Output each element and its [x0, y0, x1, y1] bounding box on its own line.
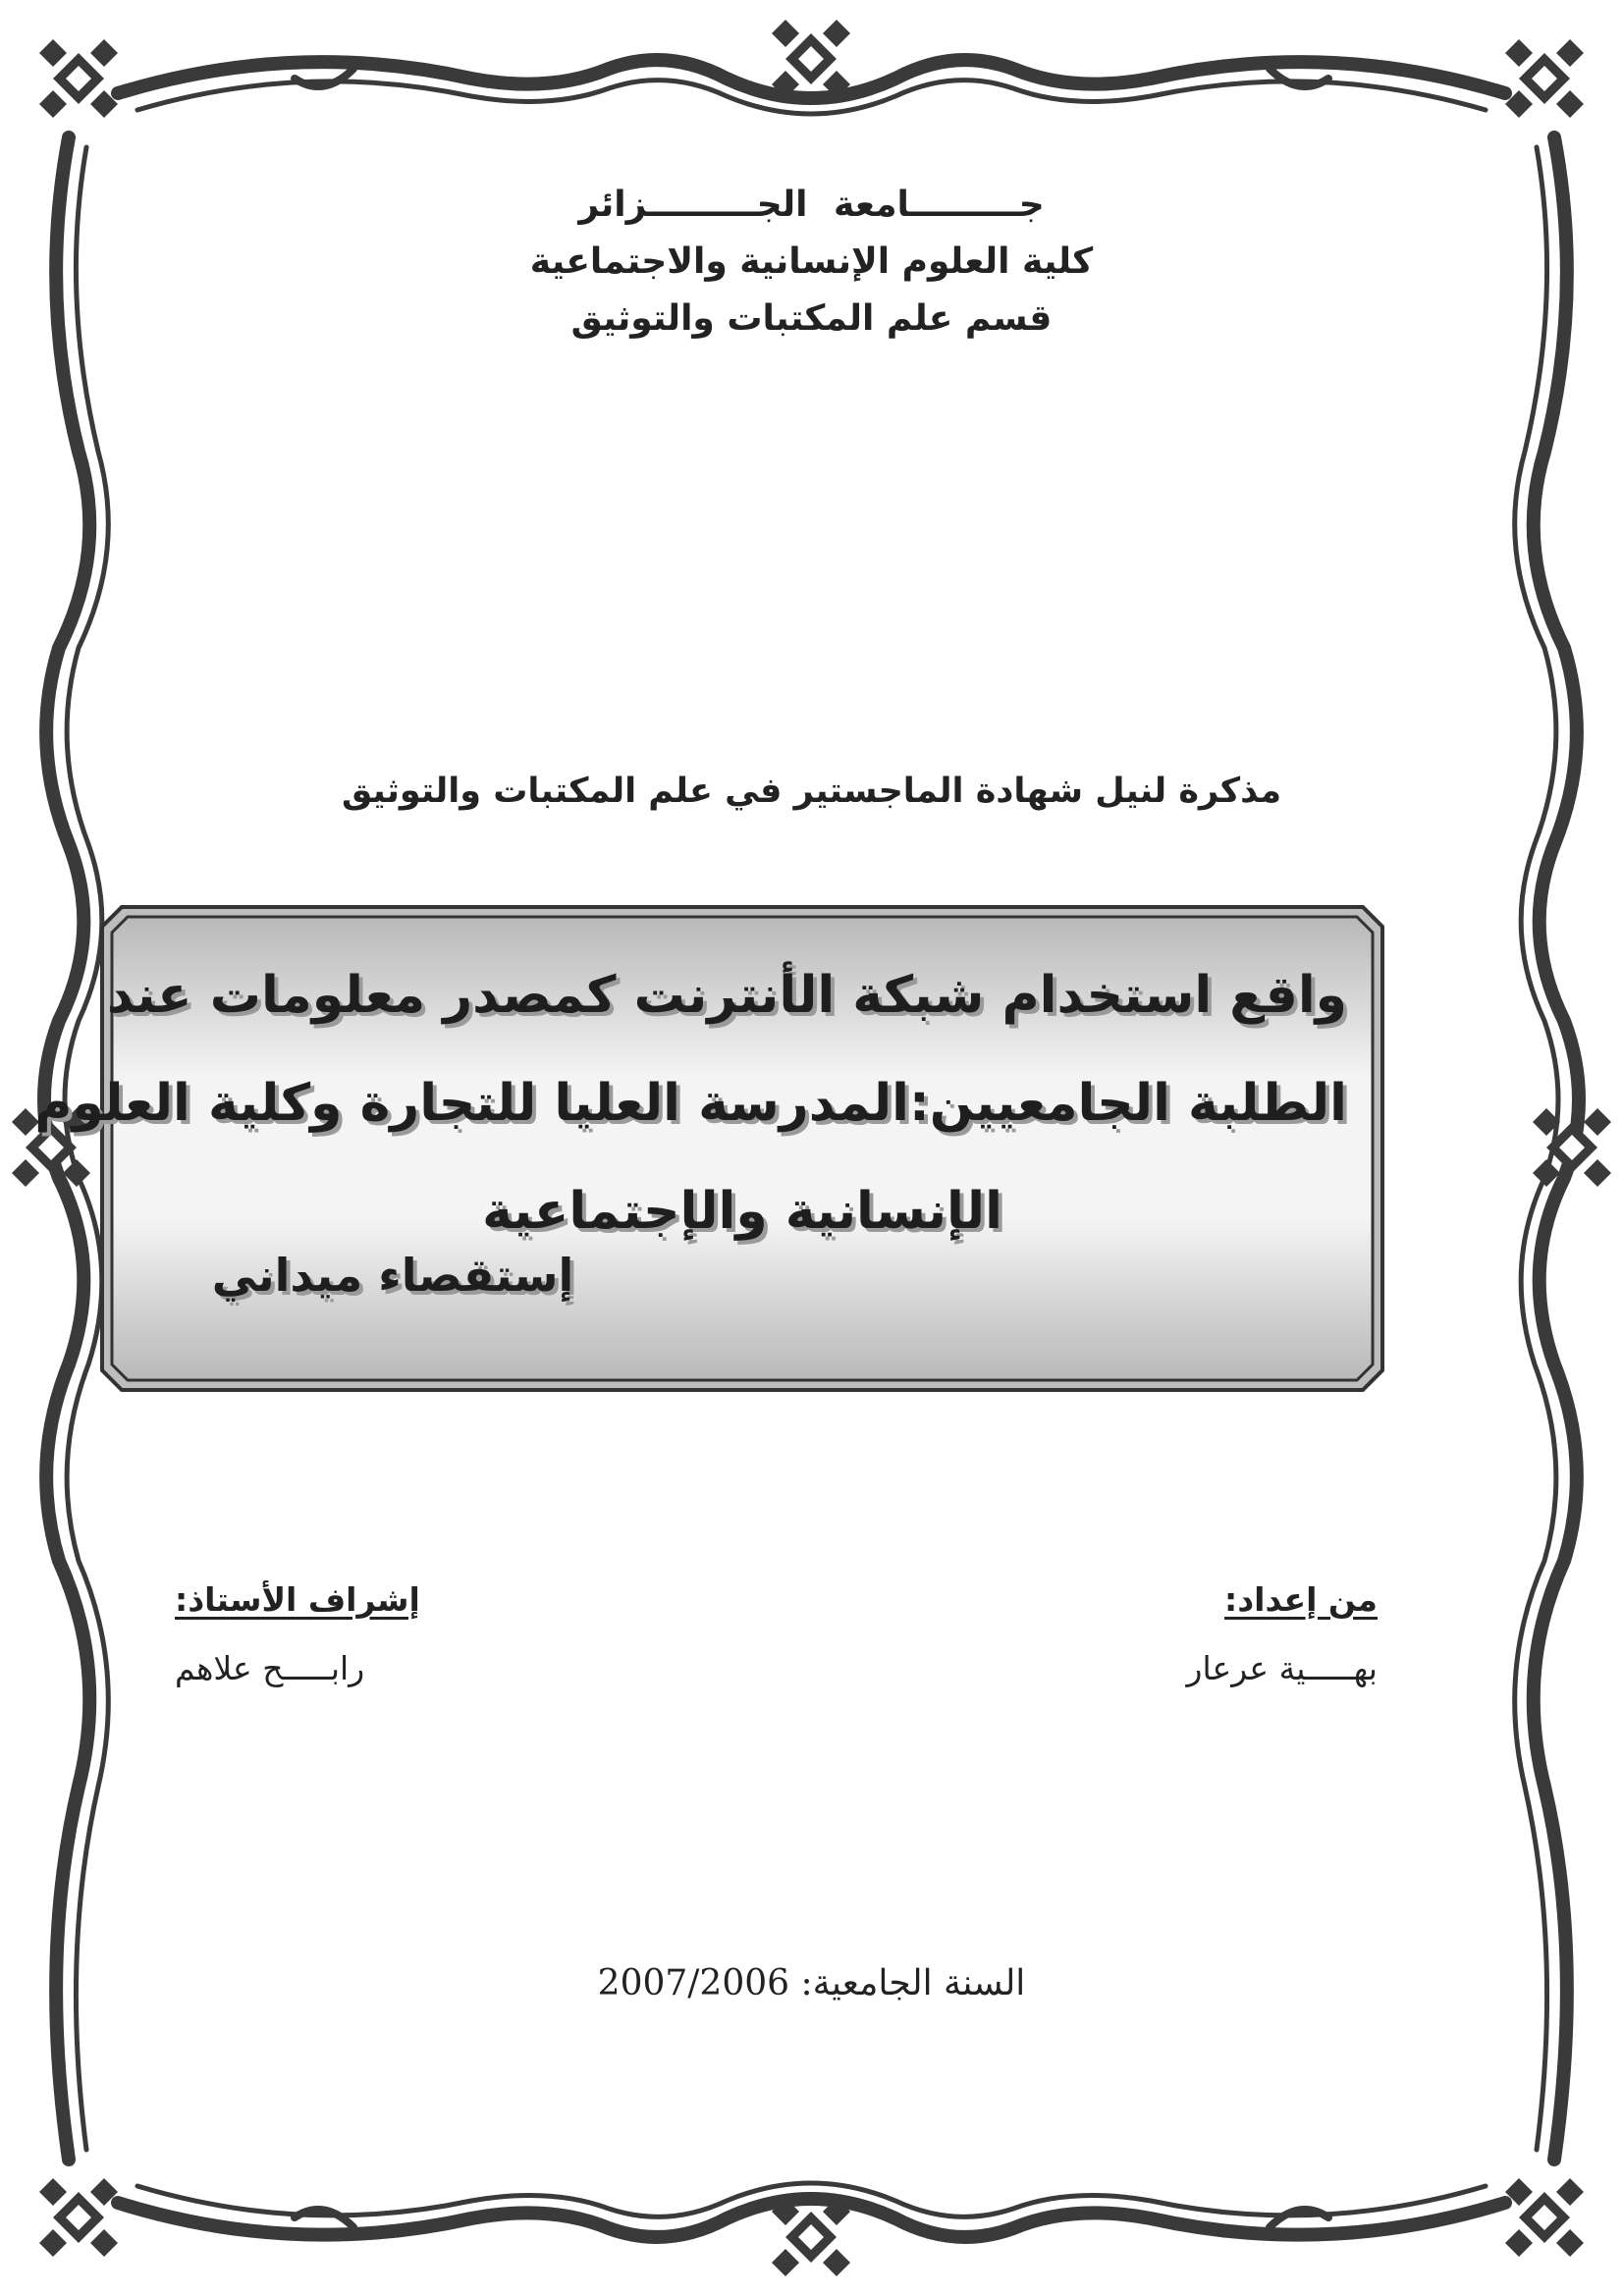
academic-year: السنة الجامعية: 2007/2006	[597, 1963, 1026, 2003]
supervisor-label: إشراف الأستاذ:	[175, 1580, 420, 1619]
thesis-title-box	[34, 903, 1386, 1394]
thesis-title-line-2: الطلبة الجامعيين:المدرسة العليا للتجارة وكلية العلوم	[34, 1074, 1347, 1133]
thesis-title-line-3: الإنسانية والإجتماعية	[482, 1182, 1002, 1241]
faculty-name: كلية العلوم الإنسانية والاجتماعية	[529, 241, 1094, 282]
study-type: إستقصاء ميداني	[211, 1249, 574, 1302]
student-name: بهـــــية عرعار	[1186, 1649, 1378, 1687]
department-name: قسم علم المكتبات والتوثيق	[570, 298, 1053, 339]
degree-statement: مذكرة لنيل شهادة الماجستير في علم المكتبات والتوثيق	[341, 772, 1282, 811]
thesis-title-line-1: واقع استخدام شبكة الأنترنت كمصدر معلومات عند	[106, 966, 1347, 1025]
prepared-by-label: من إعداد:	[1224, 1580, 1378, 1619]
supervisor-name: رابـــــح علاهم	[175, 1649, 365, 1687]
university-name: جـــــــــامعة الجـــــــــزائر	[578, 185, 1045, 225]
